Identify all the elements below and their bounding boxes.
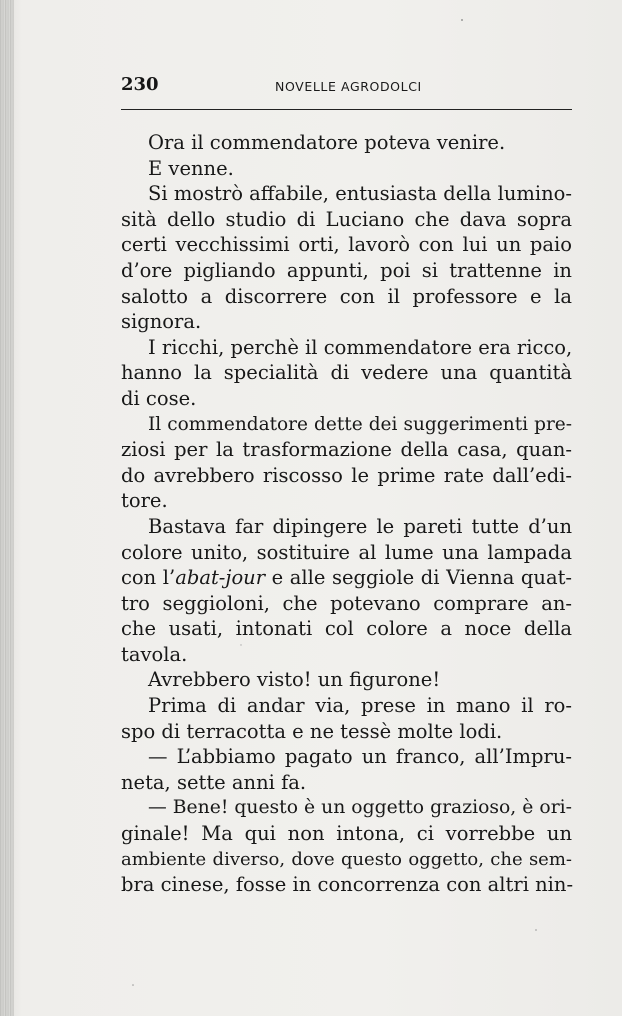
text-line: neta, sette anni fa. [121,770,307,794]
text-line: — Bene! questo è un oggetto grazioso, è ori- [148,797,572,819]
text-line: ambiente diverso, dove questo oggetto, che sem- [121,848,572,870]
italic-term: abat-jour [175,566,266,590]
text-line: Prima di andar via, prese in mano il ro- [148,694,572,718]
running-head [121,72,571,96]
text-line: tavola. [121,642,188,666]
text-line: bra cinese, fosse in concorrenza con altri nin- [121,873,574,897]
text-line: I ricchi, perchè il commendatore era ricco, [148,335,573,359]
text-line: signora. [121,310,202,334]
text-line: ginale! Ma qui non intona, ci vorrebbe un [121,822,572,846]
text-line: Il commendatore dette dei suggerimenti pre- [148,413,572,435]
page-number: 230 [121,74,159,95]
text-line: tore. [121,489,168,513]
text-line: E venne. [148,156,234,180]
text-line: colore unito, sostituire al lume una lampada [121,540,572,564]
text-line: che usati, intonati col colore a noce della [121,617,572,641]
text-line: certi vecchissimi orti, lavorò con lui un paio [121,233,572,257]
text-line: do avrebbero riscosso le prime rate dall’edi- [121,463,572,487]
body-text [121,130,572,898]
text-line: sità dello studio di Luciano che dava sopra [121,207,572,231]
text-line: Si mostrò affabile, entusiasta della lumino- [148,182,572,206]
text-line: con l’abat-jour e alle seggiole di Vienna quat- [121,566,572,590]
text-line: Bastava far dipingere le pareti tutte d’un [148,514,572,538]
text-line: d’ore pigliando appunti, poi si trattenne in [121,258,572,282]
page-binding-edge [0,0,14,1016]
text-line: spo di terracotta e ne tessè molte lodi. [121,719,503,743]
text-line: salotto a discorrere con il professore e la [121,284,572,308]
text-line: — L’abbiamo pagato un franco, all’Impru- [148,745,572,769]
text-line: hanno la specialità di vedere una quantità [121,361,572,385]
header-rule [121,109,572,110]
text-line: Avrebbero visto! un figurone! [148,668,441,692]
text-line: di cose. [121,386,197,410]
book-title: NOVELLE AGRODOLCI [275,79,422,94]
text-line: tro seggioloni, che potevano comprare an- [121,591,572,615]
text-line: Ora il commendatore poteva venire. [148,131,506,154]
text-line: ziosi per la trasformazione della casa, quan- [121,438,572,462]
